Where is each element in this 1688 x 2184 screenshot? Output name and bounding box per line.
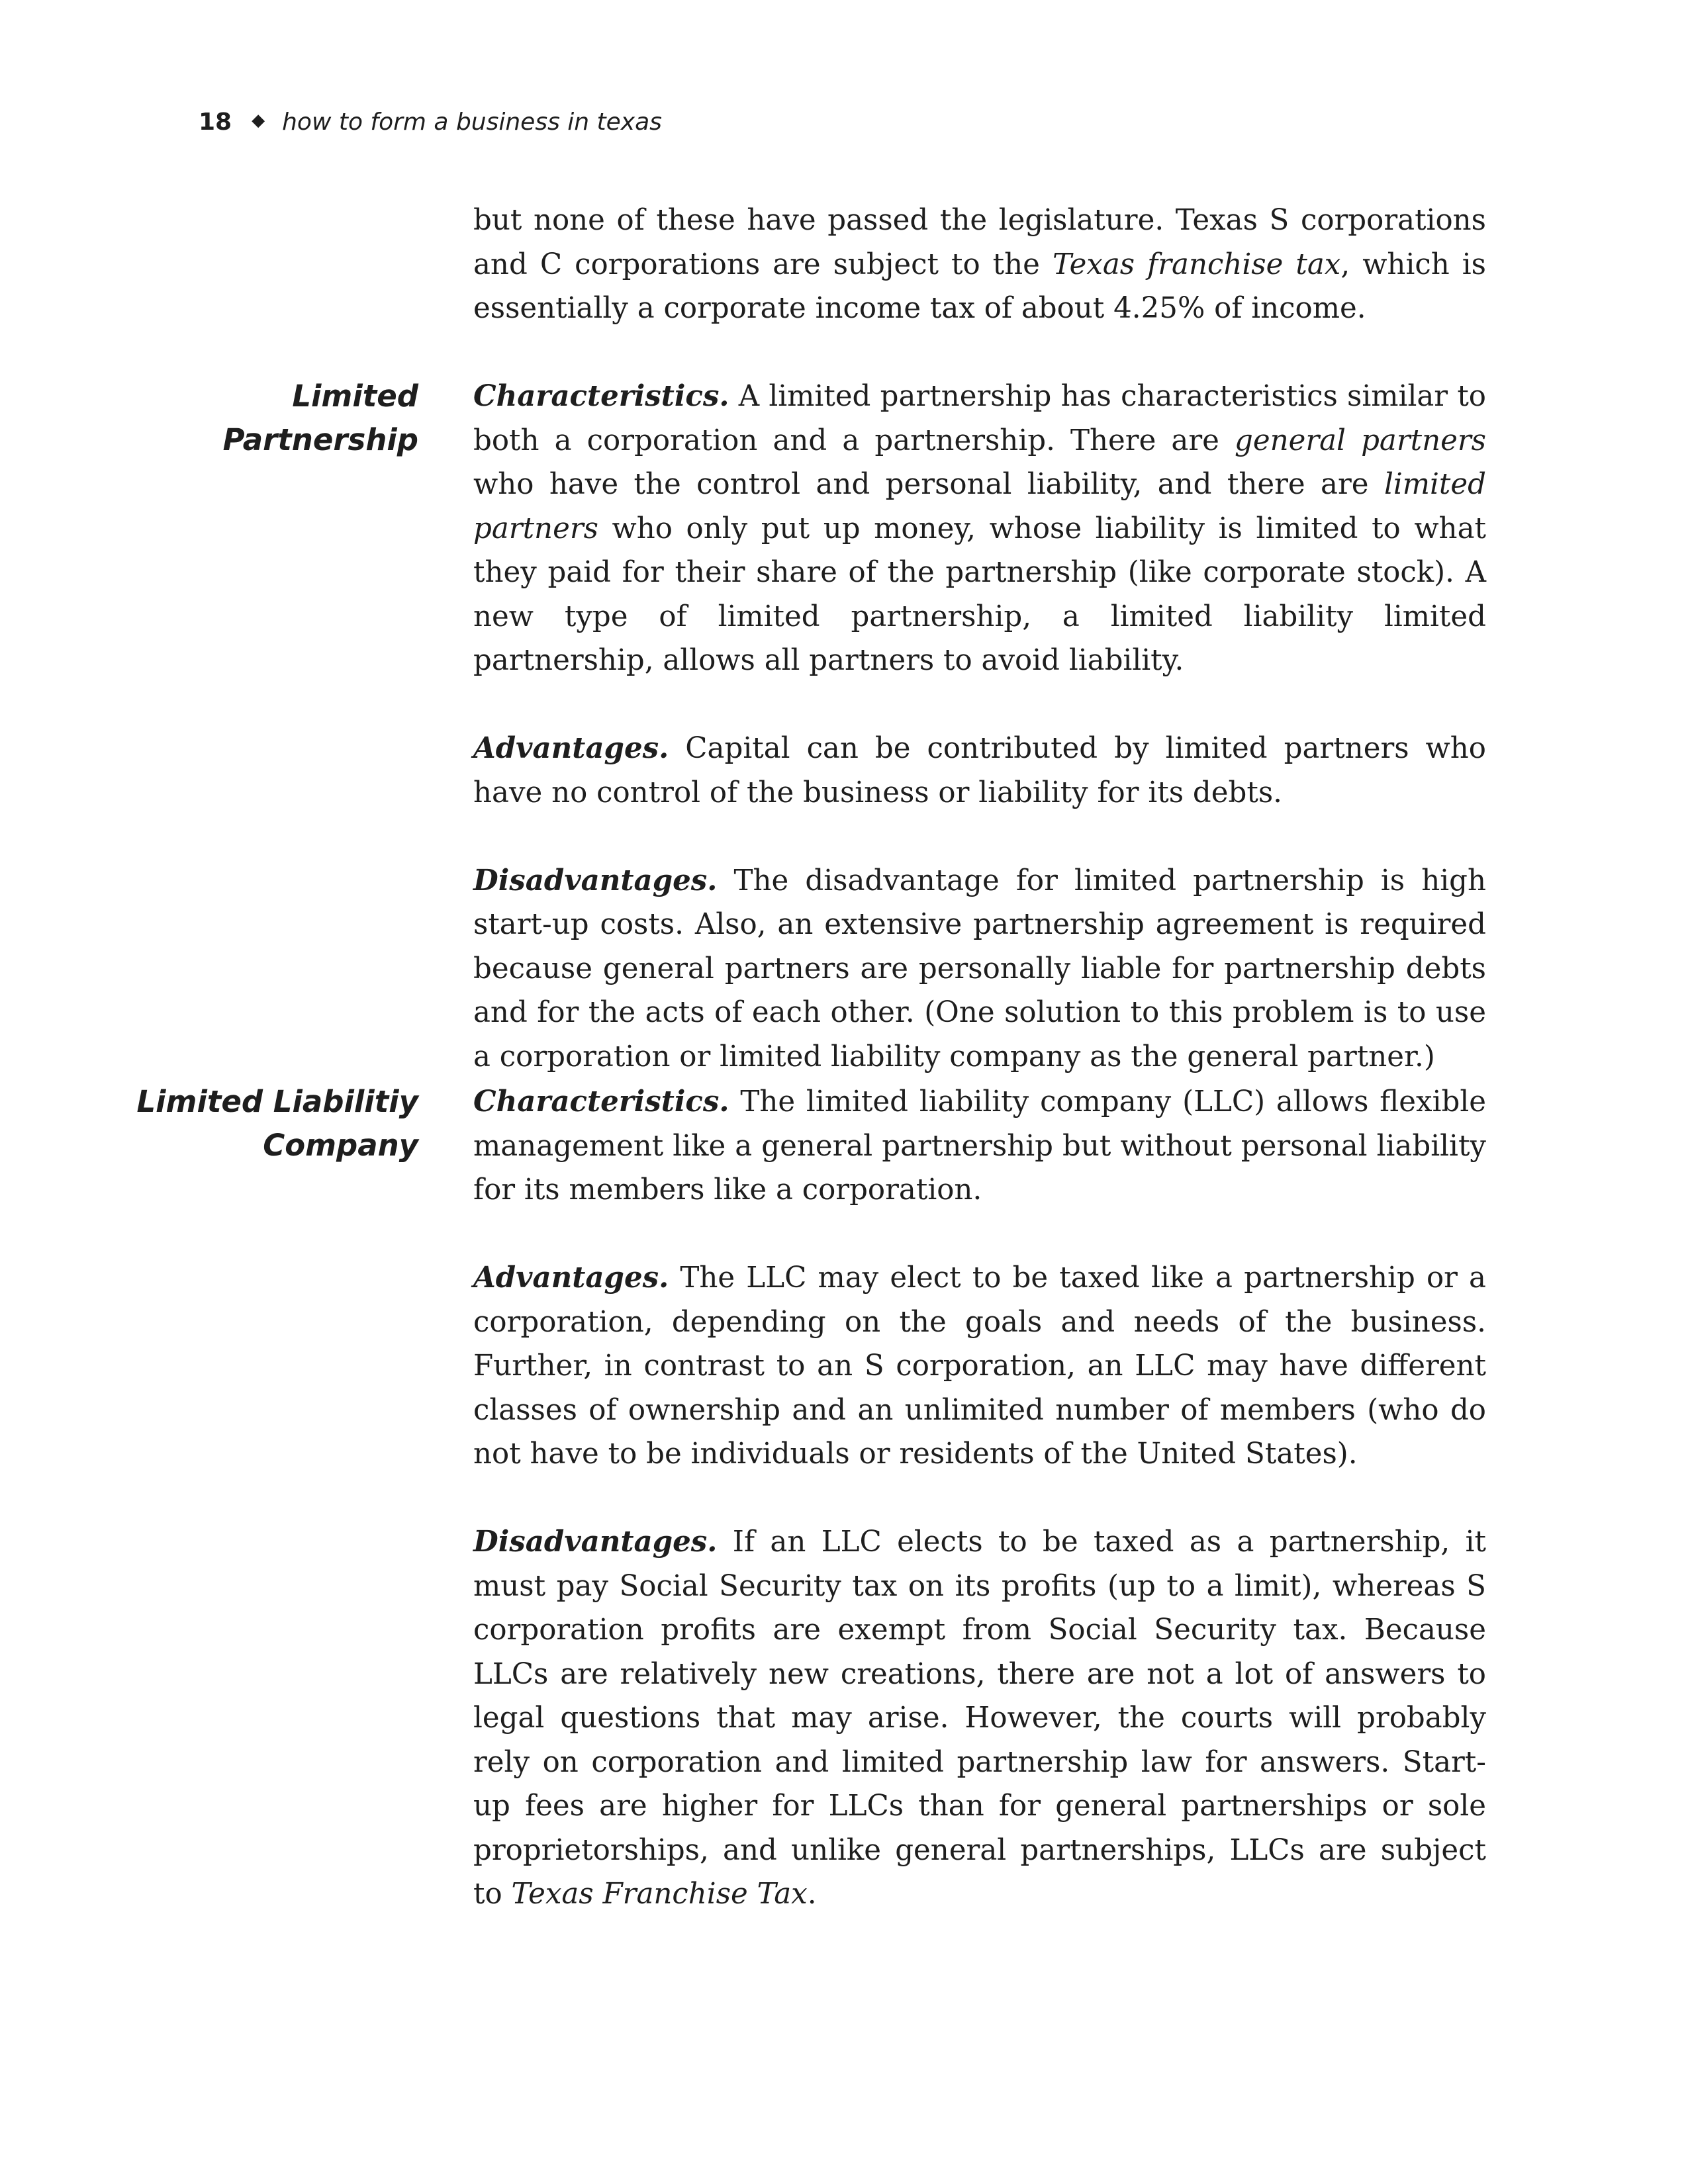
run-in-heading: Advantages. — [473, 731, 669, 765]
running-title: how to form a business in texas — [282, 108, 662, 136]
sidehead-llc — [74, 1080, 418, 1167]
run-in-heading: Characteristics. — [473, 379, 729, 413]
sidehead-line: Partnership — [222, 422, 418, 457]
text-run: , which is essentially a corporate income tax of about 4.25% of income. — [473, 248, 1487, 325]
run-in-heading: Advantages. — [473, 1261, 669, 1295]
run-in-heading: Disadvantages. — [473, 863, 718, 897]
text-run: . — [807, 1878, 817, 1911]
italic-term: Texas franchise tax — [1052, 248, 1341, 281]
sidehead-line: Company — [263, 1128, 418, 1163]
llc-body — [473, 1080, 1486, 1917]
italic-term: general partners — [1234, 424, 1487, 457]
italic-term: limited partners — [473, 468, 1486, 545]
continuation-block — [473, 199, 1486, 331]
running-header — [199, 103, 662, 140]
text-run: but none of these have passed the legislature. Texas S corporations and C corporations are subject to the — [473, 204, 1486, 281]
lp-advantages-paragraph — [473, 727, 1486, 815]
text-run: A limited partnership has characteristics similar to both a corporation and a partnership. There are — [473, 380, 1486, 457]
run-in-heading: Characteristics. — [473, 1085, 729, 1118]
lp-disadvantages-paragraph — [473, 859, 1486, 1079]
page-number: 18 — [199, 108, 232, 136]
limited-partnership-body — [473, 375, 1486, 1079]
text-run: Capital can be contributed by limited partners who have no control of the business or liability for its debts. — [473, 732, 1486, 809]
text-run: The LLC may elect to be taxed like a partnership or a corporation, depending on the goals and needs of the business. Further, in contrast to an S corporation, an LLC may have different classes of ownership and an unlimited number of members (who do not have to be individuals or residents of the United States). — [473, 1261, 1486, 1471]
text-run: who only put up money, whose liability is limited to what they paid for their share of the partnership (like corporate stock). A new type of limited partnership, a limited liability limited partnership, allows all partners to avoid liability. — [473, 512, 1486, 677]
sidehead-line: Limited Liabilitiy — [136, 1084, 418, 1119]
llc-advantages-paragraph — [473, 1256, 1486, 1477]
text-run: The disadvantage for limited partnership is high start-up costs. Also, an extensive partnership agreement is required because general partners are personally liable for partnership debts and for the acts of each other. (One solution to this problem is to use a corporation or limited liability company as the general partner.) — [473, 864, 1486, 1073]
text-run: If an LLC elects to be taxed as a partnership, it must pay Social Security tax on its profits (up to a limit), whereas S corporation profits are exempt from Social Security tax. Because LLCs are relatively new creations, there are not a lot of answers to legal questions that may arise. However, the courts will probably rely on corporation and limited partnership law for answers. Start-up fees are higher for LLCs than for general partnerships or sole proprietorships, and unlike general partnerships, LLCs are subject to — [473, 1525, 1486, 1911]
continuation-paragraph — [473, 199, 1486, 331]
sidehead-line: Limited — [292, 379, 418, 414]
run-in-heading: Disadvantages. — [473, 1525, 718, 1559]
lp-characteristics-paragraph — [473, 375, 1486, 683]
llc-characteristics-paragraph — [473, 1080, 1486, 1212]
llc-disadvantages-paragraph — [473, 1520, 1486, 1917]
italic-term: Texas Franchise Tax — [511, 1878, 808, 1911]
text-run: who have the control and personal liability, and there are — [473, 468, 1384, 501]
sidehead-limited-partnership — [74, 375, 418, 462]
text-run: The limited liability company (LLC) allows flexible management like a general partnership but without personal liability for its members like a corporation. — [473, 1085, 1486, 1206]
diamond-bullet-icon: ◆ — [252, 111, 265, 130]
